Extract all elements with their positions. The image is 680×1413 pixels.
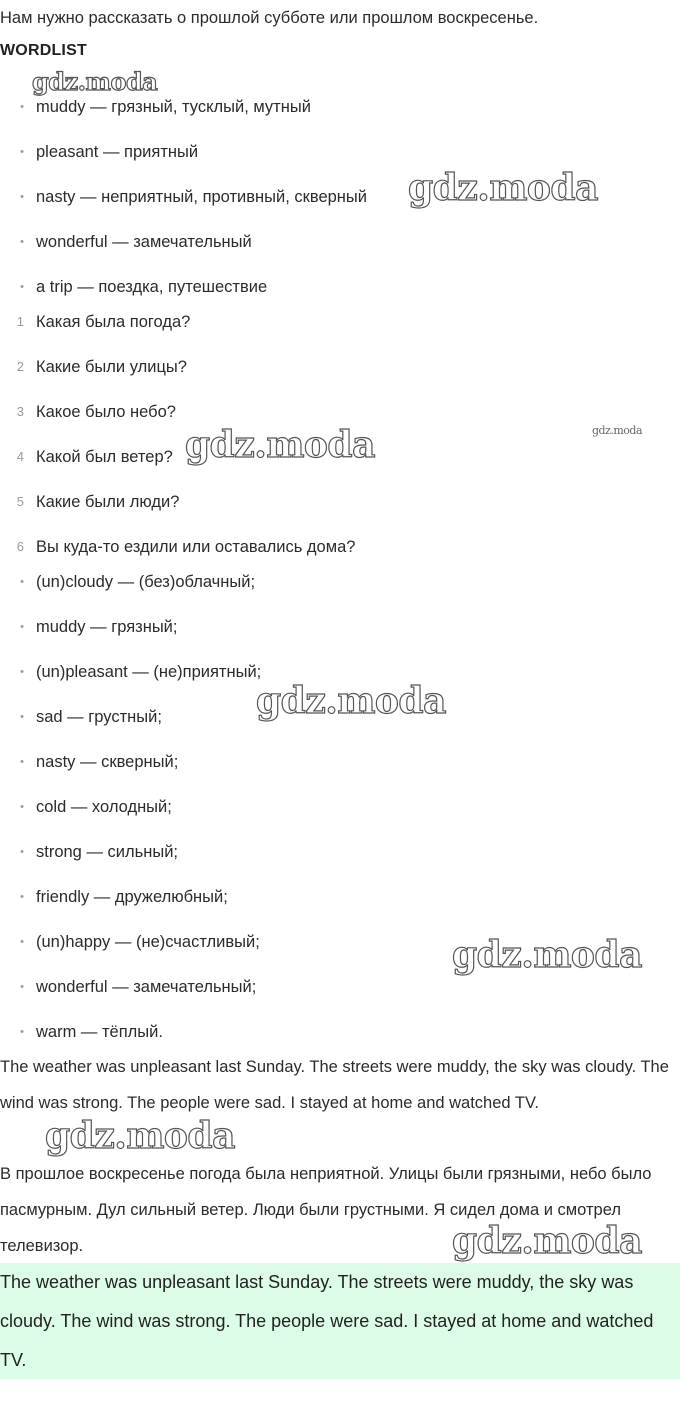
bullet-icon: • (20, 281, 24, 293)
bullet-icon: • (20, 666, 24, 678)
watermark-logo: gdz.moda (592, 424, 643, 437)
bullet-icon: • (20, 891, 24, 903)
bullet-icon: • (20, 756, 24, 768)
question-text: Какие были улицы? (36, 358, 187, 376)
question-number: 2 (16, 359, 24, 374)
bullet-icon: • (20, 846, 24, 858)
bullet-icon: • (20, 621, 24, 633)
question-number: 6 (16, 539, 24, 554)
question-number: 3 (16, 404, 24, 419)
question-text: Какие были люди? (36, 493, 180, 511)
question-text: Вы куда-то ездили или оставались дома? (36, 538, 356, 556)
watermark-logo: gdz.moda (408, 167, 598, 209)
watermark-logo: gdz.moda (452, 1220, 642, 1262)
answer-text: The weather was unpleasant last Sunday. The streets were muddy, the sky was cloudy. The wind was strong. The people were sad. I stayed at home and watched TV. (0, 1272, 654, 1370)
question-number: 4 (16, 449, 24, 464)
watermark-logo: gdz.moda (452, 934, 642, 976)
paragraph-russian: В прошлое воскресенье погода была неприятной. Улицы были грязными, небо было пасмурным. Дул сильный ветер. Люди были грустными. Я сидел дома и смотрел телевизор. (0, 1165, 652, 1255)
question-number: 5 (16, 494, 24, 509)
bullet-icon: • (20, 101, 24, 113)
question-number: 1 (16, 314, 24, 329)
bullet-icon: • (20, 936, 24, 948)
question-text: Какой был ветер? (36, 448, 173, 466)
watermark-logo: gdz.moda (45, 1115, 235, 1157)
watermark-logo: gdz.moda (256, 680, 446, 722)
watermark-logo: gdz.moda (185, 424, 375, 466)
intro-text: Нам нужно рассказать о прошлой субботе или прошлом воскресенье. (0, 9, 539, 27)
question-text: Какое было небо? (36, 403, 176, 421)
bullet-icon: • (20, 1026, 24, 1038)
bullet-icon: • (20, 146, 24, 158)
bullet-icon: • (20, 711, 24, 723)
watermark-logo: gdz.moda (32, 67, 158, 96)
answer-block (0, 1263, 680, 1379)
bullet-icon: • (20, 981, 24, 993)
paragraph-english: The weather was unpleasant last Sunday. The streets were muddy, the sky was cloudy. The wind was strong. The people were sad. I stayed at home and watched TV. (0, 1058, 669, 1112)
question-text: Какая была погода? (36, 313, 191, 331)
bullet-icon: • (20, 801, 24, 813)
bullet-icon: • (20, 236, 24, 248)
wordlist-heading: WORDLIST (0, 42, 87, 59)
bullet-icon: • (20, 576, 24, 588)
bullet-icon: • (20, 191, 24, 203)
